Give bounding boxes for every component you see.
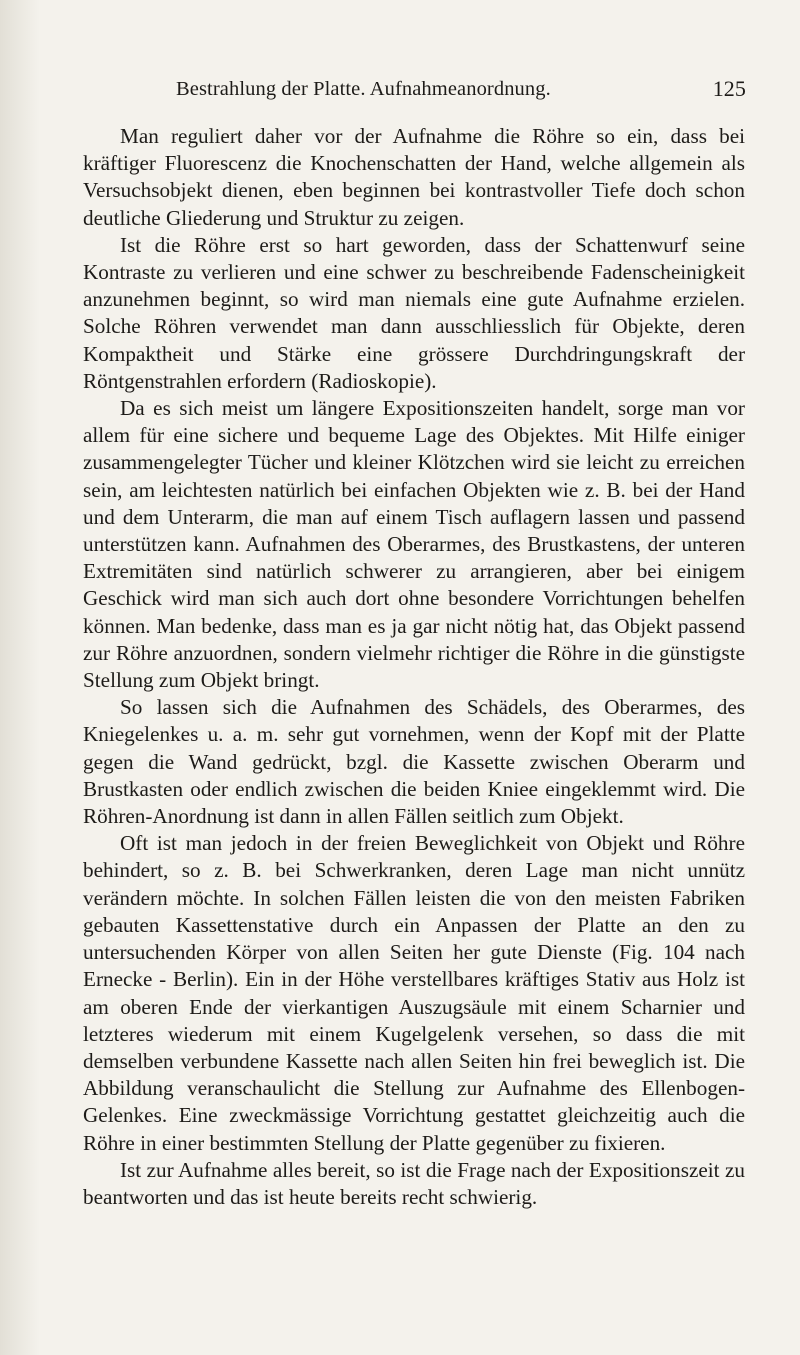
body-text	[83, 123, 745, 1211]
running-title: Bestrahlung der Platte. Aufnahmeanordnung.	[176, 78, 551, 100]
paragraph: So lassen sich die Aufnahmen des Schädels, des Oberarmes, des Kniegelenkes u. a. m. sehr gut vornehmen, wenn der Kopf mit der Platte gegen die Wand gedrückt, bzgl. die Kassette zwischen Oberarm und Brustkasten oder endlich zwischen die beiden Kniee eingeklemmt wird. Die Röhren-Anordnung ist dann in allen Fällen seitlich zum Objekt.	[83, 695, 745, 829]
page-number: 125	[712, 76, 746, 101]
paragraph: Oft ist man jedoch in der freien Beweglichkeit von Objekt und Röhre behindert, so z. B. bei Schwerkranken, deren Lage man nicht unnütz verändern möchte. In solchen Fällen leisten die von den meisten Fabriken gebauten Kassettenstative durch ein Anpassen der Platte an den zu untersuchenden Körper von allen Seiten her gute Dienste (Fig. 104 nach Ernecke - Berlin). Ein in der Höhe verstellbares kräftiges Stativ aus Holz ist am oberen Ende der vierkantigen Auszugsäule mit einem Scharnier und letzteres wiederum mit einem Kugelgelenk versehen, so dass die mit demselben verbundene Kassette nach allen Seiten hin frei beweglich ist. Die Abbildung veranschaulicht die Stellung zur Aufnahme des Ellenbogen-Gelenkes. Eine zweckmässige Vorrichtung gestattet gleichzeitig auch die Röhre in einer bestimmten Stellung der Platte gegenüber zu fixieren.	[83, 831, 745, 1155]
paragraph: Ist die Röhre erst so hart geworden, dass der Schattenwurf seine Kontraste zu verlieren und eine schwer zu beschreibende Fadenscheinigkeit anzunehmen beginnt, so wird man niemals eine gute Aufnahme erzielen. Solche Röhren verwendet man dann ausschliesslich für Objekte, deren Kompaktheit und Stärke eine grössere Durchdringungskraft der Röntgenstrahlen erfordern (Radioskopie).	[83, 232, 745, 393]
paragraph: Da es sich meist um längere Expositionszeiten handelt, sorge man vor allem für eine sichere und bequeme Lage des Objektes. Mit Hilfe einiger zusammengelegter Tücher und kleiner Klötzchen wird sie leicht zu erreichen sein, am leichtesten natürlich bei einfachen Objekten wie z. B. bei der Hand und dem Unterarm, die man auf einem Tisch auflagern lassen und passend unterstützen kann. Aufnahmen des Oberarmes, des Brustkastens, der unteren Extremitäten sind natürlich schwerer zu arrangieren, aber bei einigem Geschick wird man sich auch dort ohne besondere Vorrichtungen behelfen können. Man bedenke, dass man es ja gar nicht nötig hat, das Objekt passend zur Röhre anzuordnen, sondern vielmehr richtiger die Röhre in die günstigste Stellung zum Objekt bringt.	[83, 396, 745, 693]
running-head	[176, 76, 746, 102]
paragraph: Ist zur Aufnahme alles bereit, so ist die Frage nach der Expositionszeit zu beantworten und das ist heute bereits recht schwierig.	[83, 1157, 745, 1209]
paragraph: Man reguliert daher vor der Aufnahme die Röhre so ein, dass bei kräftiger Fluorescenz die Knochenschatten der Hand, welche allgemein als Versuchsobjekt dienen, eben beginnen bei kontrastvoller Tiefe doch schon deutliche Gliederung und Struktur zu zeigen.	[83, 124, 745, 230]
